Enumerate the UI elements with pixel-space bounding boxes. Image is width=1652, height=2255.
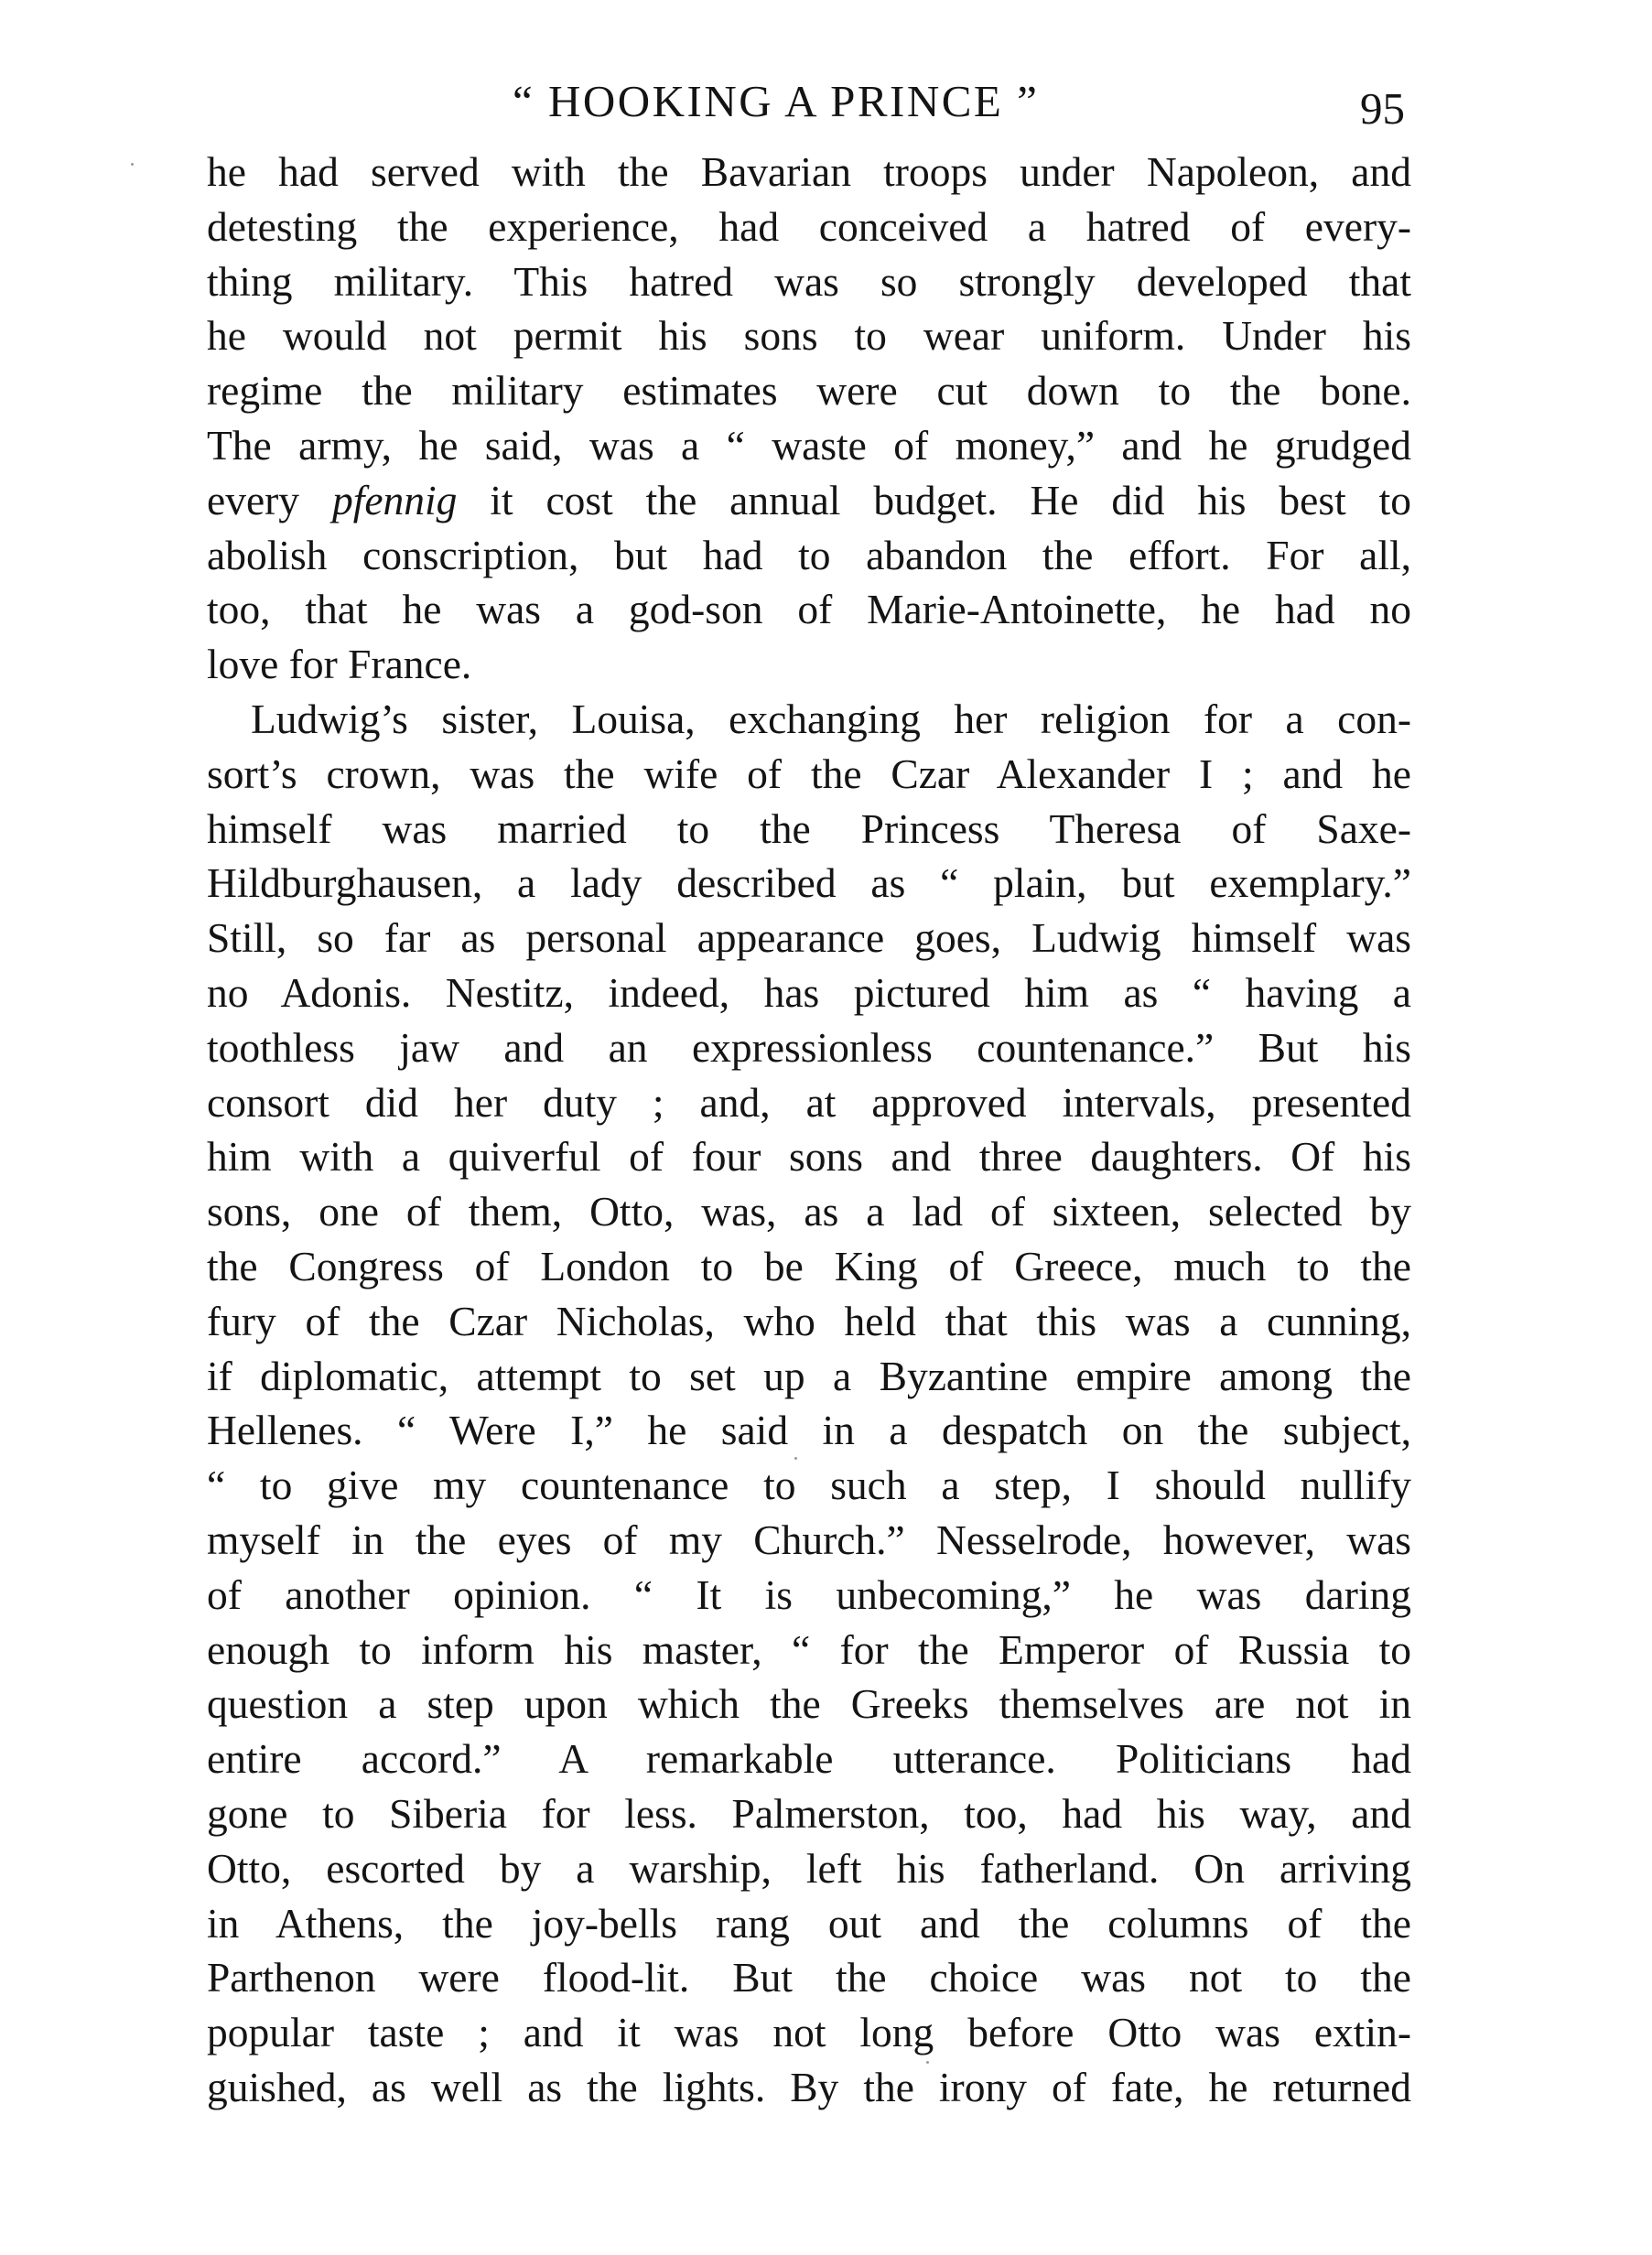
text-line xyxy=(207,1623,1411,1678)
paragraph xyxy=(207,692,1411,2115)
text-line xyxy=(207,637,1411,692)
text-line xyxy=(207,2060,1411,2115)
text-segment: of another opinion. “ It is unbecoming,” he was daring xyxy=(207,1570,1411,1618)
text-line xyxy=(207,1841,1411,1896)
text-line xyxy=(207,856,1411,911)
text-segment: Hellenes. “ Were I,” he said in a despatch on the subject, xyxy=(207,1407,1411,1454)
text-line xyxy=(207,1294,1411,1349)
text-line xyxy=(207,200,1411,254)
text-segment: love for France. xyxy=(207,641,472,688)
running-title: “ HOOKING A PRINCE ” xyxy=(513,76,1040,126)
text-line xyxy=(207,1020,1411,1075)
paper-speck xyxy=(794,1457,797,1460)
text-segment: toothless jaw and an expressionless countenance.” But his xyxy=(207,1023,1411,1071)
text-segment: guished, as well as the lights. By the irony of fate, he returned xyxy=(207,2063,1411,2110)
text-segment: popular taste ; and it was not long before Otto was extin- xyxy=(207,2009,1411,2056)
text-segment: The army, he said, was a “ waste of money,” and he grudged xyxy=(207,421,1411,469)
text-segment: in Athens, the joy-bells rang out and the columns of the xyxy=(207,1899,1411,1947)
text-line xyxy=(207,1239,1411,1294)
text-segment: fury of the Czar Nicholas, who held that this was a cunning, xyxy=(207,1297,1411,1344)
text-line xyxy=(207,802,1411,857)
text-line xyxy=(207,1184,1411,1239)
text-line xyxy=(207,1349,1411,1404)
text-line xyxy=(207,308,1411,363)
text-segment: he would not permit his sons to wear uniform. Under his xyxy=(207,312,1411,360)
text-line xyxy=(207,1786,1411,1841)
paper-speck xyxy=(131,163,134,166)
text-line xyxy=(207,528,1411,583)
text-line xyxy=(207,254,1411,309)
text-line xyxy=(207,1732,1411,1786)
text-line xyxy=(207,911,1411,966)
text-segment: Still, so far as personal appearance goes, Ludwig himself was xyxy=(207,914,1411,962)
text-line xyxy=(207,747,1411,802)
page-number: 95 xyxy=(1360,83,1405,134)
text-segment: consort did her duty ; and, at approved intervals, presented xyxy=(207,1078,1411,1126)
text-line xyxy=(207,363,1411,418)
text-segment: he had served with the Bavarian troops under Napoleon, and xyxy=(207,148,1411,195)
text-segment: enough to inform his master, “ for the Emperor of Russia to xyxy=(207,1625,1411,1673)
text-segment: Otto, escorted by a warship, left his fatherland. On arriving xyxy=(207,1844,1411,1892)
text-segment: regime the military estimates were cut down to the bone. xyxy=(207,367,1411,415)
text-line xyxy=(207,1075,1411,1130)
text-line xyxy=(207,966,1411,1020)
text-segment: it cost the annual budget. He did his best to xyxy=(457,476,1411,523)
text-line xyxy=(207,1568,1411,1623)
text-segment: Parthenon were flood-lit. But the choice was not to the xyxy=(207,1954,1411,2001)
text-segment: question a step upon which the Greeks themselves are not in xyxy=(207,1680,1411,1728)
text-segment: if diplomatic, attempt to set up a Byzantine empire among the xyxy=(207,1352,1411,1399)
text-segment: himself was married to the Princess Theresa of Saxe- xyxy=(207,804,1411,852)
text-line xyxy=(207,473,1411,528)
text-segment: every xyxy=(207,476,332,523)
text-segment: him with a quiverful of four sons and three daughters. Of his xyxy=(207,1133,1411,1181)
text-segment: entire accord.” A remarkable utterance. Politicians had xyxy=(207,1735,1411,1783)
text-line xyxy=(207,692,1411,747)
text-segment: the Congress of London to be King of Greece, much to the xyxy=(207,1242,1411,1289)
text-line xyxy=(207,1403,1411,1458)
text-segment: thing military. This hatred was so strongly developed that xyxy=(207,257,1411,305)
paragraph xyxy=(207,145,1411,692)
text-segment: abolish conscription, but had to abandon the effort. For all, xyxy=(207,531,1411,578)
italic-word: pfennig xyxy=(331,476,458,523)
text-line xyxy=(207,1513,1411,1568)
text-line xyxy=(207,2005,1411,2060)
paper-speck xyxy=(926,2061,929,2064)
running-head xyxy=(0,75,1652,148)
text-line xyxy=(207,145,1411,200)
text-line xyxy=(207,1950,1411,2005)
text-line xyxy=(207,1458,1411,1513)
text-line xyxy=(207,582,1411,637)
text-segment: detesting the experience, had conceived a hatred of every- xyxy=(207,202,1411,250)
body-text xyxy=(207,145,1411,2115)
text-line xyxy=(207,1129,1411,1184)
text-segment: no Adonis. Nestitz, indeed, has pictured him as “ having a xyxy=(207,968,1411,1016)
text-segment: Ludwig’s sister, Louisa, exchanging her religion for a con- xyxy=(251,695,1411,742)
text-line xyxy=(207,418,1411,473)
text-segment: too, that he was a god-son of Marie-Antoinette, he had no xyxy=(207,586,1411,633)
text-segment: “ to give my countenance to such a step, I should nullify xyxy=(207,1462,1411,1509)
text-segment: sons, one of them, Otto, was, as a lad of sixteen, selected by xyxy=(207,1188,1411,1235)
text-line xyxy=(207,1896,1411,1951)
text-segment: sort’s crown, was the wife of the Czar Alexander I ; and he xyxy=(207,750,1411,797)
text-segment: myself in the eyes of my Church.” Nesselrode, however, was xyxy=(207,1516,1411,1563)
text-line xyxy=(207,1677,1411,1732)
text-segment: Hildburghausen, a lady described as “ plain, but exemplary.” xyxy=(207,859,1411,907)
text-segment: gone to Siberia for less. Palmerston, too, had his way, and xyxy=(207,1789,1411,1837)
